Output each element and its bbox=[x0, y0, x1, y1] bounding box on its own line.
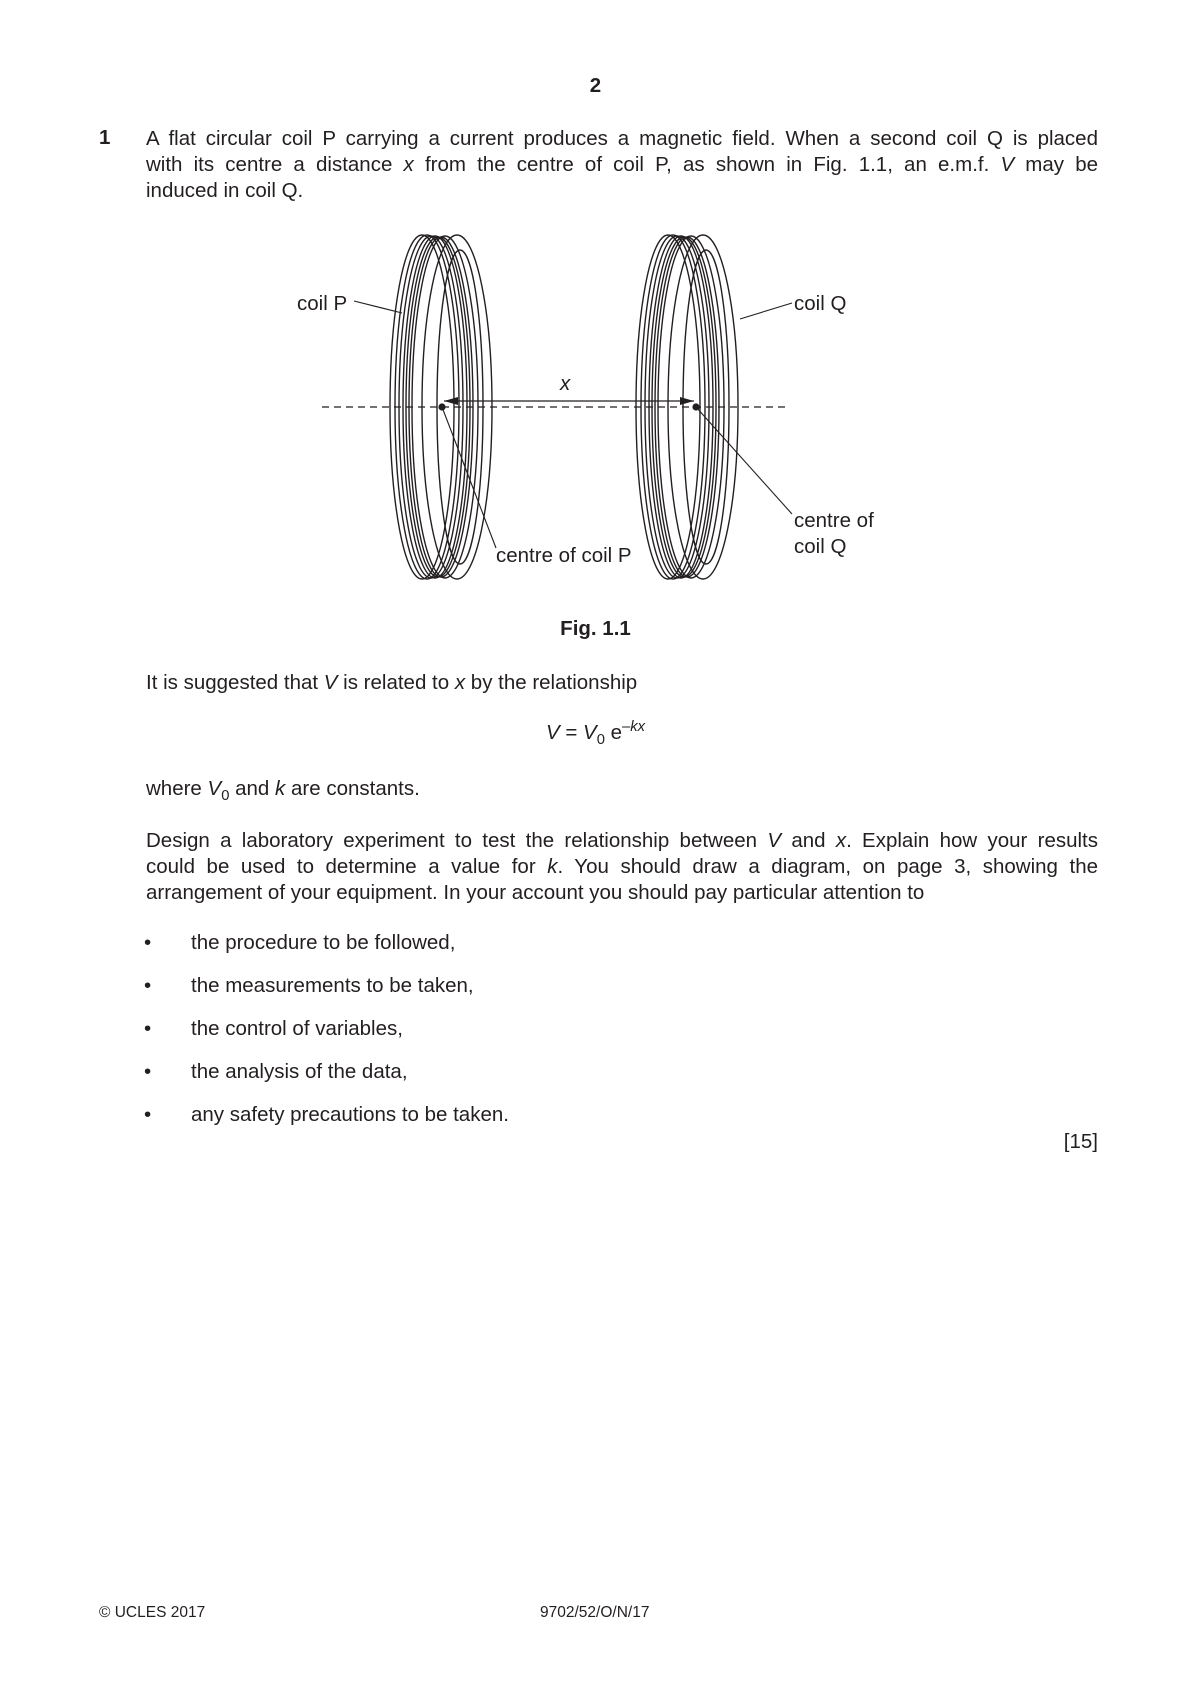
constants-text: where $V_0$ and k are constants. bbox=[146, 777, 420, 805]
centre-dot-q bbox=[692, 403, 699, 410]
intro-line-2: with its centre a distance x from the centre of coil P, as shown in Fig. 1.1, an e.m.f. V may be bbox=[146, 152, 1099, 176]
suggestion-text: It is suggested that V is related to x by the relationship bbox=[146, 671, 638, 694]
label-coil-q: coil Q bbox=[794, 292, 847, 315]
marks-allocation: [15] bbox=[1063, 1130, 1098, 1153]
bullet-marker: • bbox=[144, 974, 152, 997]
bullet-marker: • bbox=[144, 1017, 152, 1040]
bullet-item: the control of variables, bbox=[191, 1017, 403, 1040]
footer-copyright: © UCLES 2017 bbox=[99, 1604, 206, 1621]
intro-line-3: induced in coil Q. bbox=[146, 178, 304, 202]
centre-dot-p bbox=[438, 403, 445, 410]
arrowhead-left bbox=[444, 397, 458, 405]
label-centre-p: centre of coil P bbox=[496, 544, 632, 567]
design-line-2: could be used to determine a value for k. You should draw a diagram, on page 3, showing the bbox=[146, 854, 1098, 878]
label-coil-p: coil P bbox=[297, 292, 348, 315]
coil-figure bbox=[0, 0, 1191, 600]
bullet-item: any safety precautions to be taken. bbox=[191, 1103, 509, 1126]
equation: $V = V_0$ $e^{-kx}$ bbox=[545, 718, 646, 749]
bullet-marker: • bbox=[144, 1060, 152, 1083]
bullet-item: the measurements to be taken, bbox=[191, 974, 474, 997]
label-centre-q-2: coil Q bbox=[794, 535, 847, 558]
design-line-1: Design a laboratory experiment to test the relationship between V and x. Explain how your results bbox=[146, 829, 1098, 852]
design-line-3: arrangement of your equipment. In your account you should pay particular attention to bbox=[146, 880, 925, 904]
page-number: 2 bbox=[589, 74, 602, 97]
leader-coil-q bbox=[740, 303, 792, 319]
leader-centre-q bbox=[696, 407, 792, 514]
footer-paper-code: 9702/52/O/N/17 bbox=[540, 1604, 650, 1621]
leader-coil-p bbox=[354, 301, 402, 313]
bullet-item: the analysis of the data, bbox=[191, 1060, 408, 1083]
bullet-marker: • bbox=[144, 1103, 152, 1126]
intro-line-1: A flat circular coil P carrying a current produces a magnetic field. When a second coil Q is placed bbox=[146, 127, 1098, 150]
label-x: x bbox=[560, 372, 571, 395]
arrowhead-right bbox=[680, 397, 694, 405]
question-number: 1 bbox=[99, 126, 111, 149]
figure-caption: Fig. 1.1 bbox=[560, 617, 631, 640]
bullet-marker: • bbox=[144, 931, 152, 954]
label-centre-q-1: centre of bbox=[794, 509, 874, 532]
bullet-item: the procedure to be followed, bbox=[191, 931, 456, 954]
design-instructions bbox=[146, 828, 1098, 905]
